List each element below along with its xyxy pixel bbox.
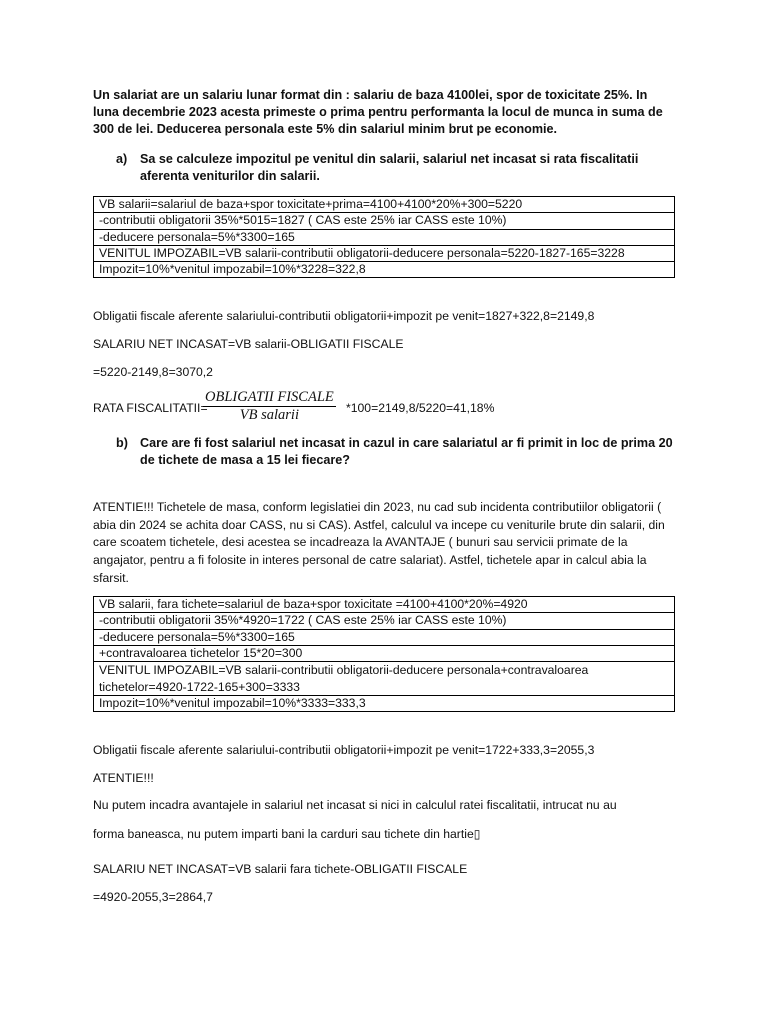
- fraction-numerator: OBLIGATII FISCALE: [205, 389, 334, 405]
- table-row: [94, 629, 675, 645]
- calculation-table-b: [93, 596, 675, 712]
- table-row: [94, 245, 675, 261]
- avantaje-line-2: forma baneasca, nu putem imparti bani la carduri sau tichete din hartie▯: [93, 827, 481, 841]
- table-row: [94, 213, 675, 229]
- question-a-label: a): [116, 152, 128, 166]
- table-cell: VB salarii, fara tichete=salariul de baza+spor toxicitate =4100+4100*20%=4920: [94, 597, 675, 613]
- obligatii-fiscale-a: Obligatii fiscale aferente salariului-contributii obligatorii+impozit pe venit=1827+322,8=2149,8: [93, 309, 595, 323]
- net-salary-a-formula: SALARIU NET INCASAT=VB salarii-OBLIGATII FISCALE: [93, 337, 404, 351]
- table-row: [94, 696, 675, 712]
- table-row: [94, 613, 675, 629]
- table-row: [94, 645, 675, 661]
- table-cell: Impozit=10%*venitul impozabil=10%*3228=322,8: [94, 262, 675, 278]
- net-salary-b-formula: SALARIU NET INCASAT=VB salarii fara tichete-OBLIGATII FISCALE: [93, 862, 468, 876]
- question-a-text: Sa se calculeze impozitul pe venitul din salarii, salariul net incasat si rata fiscalitatii aferenta veniturilor din salarii.: [140, 152, 639, 183]
- question-b-label: b): [116, 436, 128, 450]
- table-cell: VB salarii=salariul de baza+spor toxicitate+prima=4100+4100*20%+300=5220: [94, 197, 675, 213]
- table-cell: VENITUL IMPOZABIL=VB salarii-contributii obligatorii-deducere personala+contravaloarea tichetelor=4920-1722-165+300=3333: [94, 662, 675, 696]
- table-cell: -contributii obligatorii 35%*4920=1722 ( CAS este 25% iar CASS este 10%): [94, 613, 675, 629]
- table-cell: -deducere personala=5%*3300=165: [94, 229, 675, 245]
- attention-note: ATENTIE!!! Tichetele de masa, conform legislatiei din 2023, nu cad sub incidenta contributiilor obligatorii ( abia din 2024 se achita doar CASS, nu si CAS). Astfel, calculul va incepe cu veniturile brute din salarii, din care scoatem tichetele, desi acestea se incadreaza la AVANTAJE ( bunuri sau servicii primate de la angajator, pentru a fi folosite in interes personal de catre salariat). Astfel, tichetele apar in calcul abia la sfarsit.: [93, 500, 665, 585]
- attention-heading: ATENTIE!!!: [93, 771, 154, 785]
- problem-statement: Un salariat are un salariu lunar format din : salariu de baza 4100lei, spor de toxicitate 25%. In luna decembrie 2023 acesta primeste o prima pentru performanta la locul de munca in suma de 300 de lei. Deducerea personala este 5% din salariul minim brut pe economie.: [93, 88, 663, 136]
- net-salary-a-value: =5220-2149,8=3070,2: [93, 365, 213, 379]
- table-cell: -contributii obligatorii 35%*5015=1827 ( CAS este 25% iar CASS este 10%): [94, 213, 675, 229]
- rata-fiscalitatii-label: RATA FISCALITATII=: [93, 401, 208, 415]
- table-row: [94, 597, 675, 613]
- obligatii-fiscale-b: Obligatii fiscale aferente salariului-contributii obligatorii+impozit pe venit=1722+333,3=2055,3: [93, 743, 595, 757]
- table-cell: -deducere personala=5%*3300=165: [94, 629, 675, 645]
- avantaje-line-1: Nu putem incadra avantajele in salariul net incasat si nici in calculul ratei fiscalitatii, intrucat nu au: [93, 798, 617, 812]
- table-row: [94, 262, 675, 278]
- table-row: [94, 662, 675, 696]
- calculation-table-a: [93, 196, 675, 278]
- rata-fraction: [203, 389, 336, 424]
- fraction-denominator: VB salarii: [239, 407, 299, 423]
- net-salary-b-value: =4920-2055,3=2864,7: [93, 890, 213, 904]
- table-cell: +contravaloarea tichetelor 15*20=300: [94, 645, 675, 661]
- table-row: [94, 197, 675, 213]
- rata-fiscalitatii-result: *100=2149,8/5220=41,18%: [346, 401, 495, 415]
- table-cell: VENITUL IMPOZABIL=VB salarii-contributii obligatorii-deducere personala=5220-1827-165=3228: [94, 245, 675, 261]
- question-b-text: Care are fi fost salariul net incasat in cazul in care salariatul ar fi primit in loc de prima 20 de tichete de masa a 15 lei fiecare?: [140, 436, 673, 467]
- table-cell: Impozit=10%*venitul impozabil=10%*3333=333,3: [94, 696, 675, 712]
- table-row: [94, 229, 675, 245]
